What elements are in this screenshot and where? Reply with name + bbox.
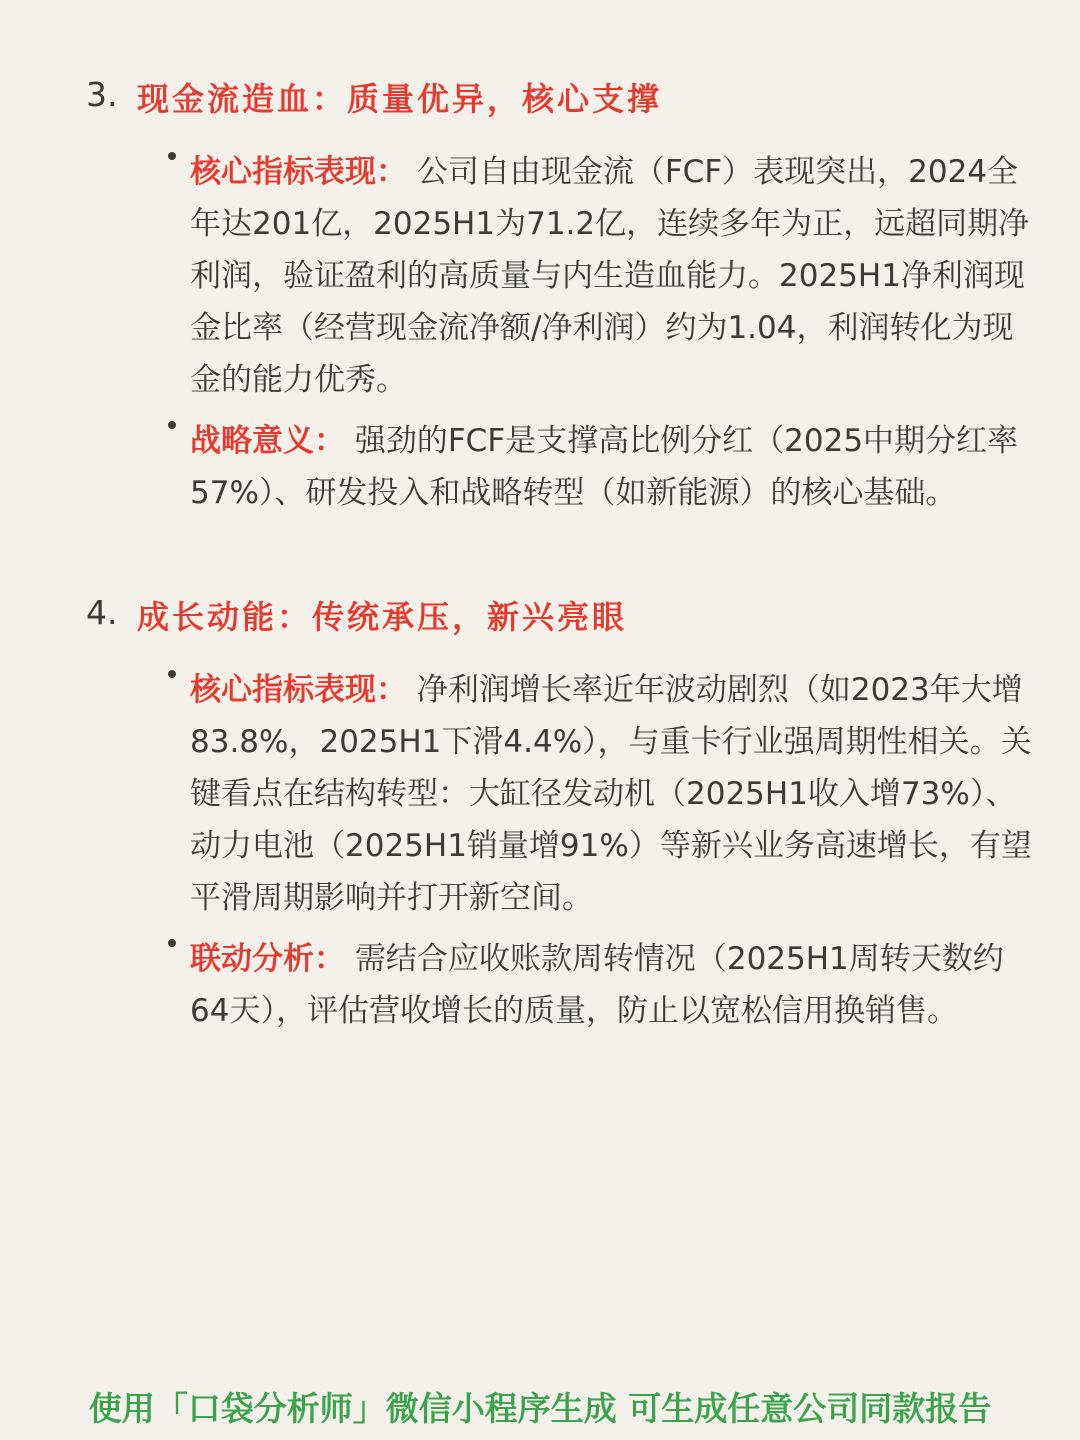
bullet-dot-icon <box>168 939 176 947</box>
bullet-label: 核心指标表现： <box>190 672 407 708</box>
bullet-label: 联动分析： <box>190 941 345 977</box>
bullet-dot-icon <box>168 670 176 678</box>
bullet-label: 战略意义： <box>190 423 345 459</box>
list-item <box>190 415 1035 519</box>
bullet-label: 核心指标表现： <box>190 154 407 190</box>
bullet-dot-icon <box>168 421 176 429</box>
bullet-text: 需结合应收账款周转情况（2025H1周转天数约64天），评估营收增长的质量，防止以宽松信用换销售。 <box>190 941 1004 1029</box>
list-item <box>190 146 1035 406</box>
bullet-dot-icon <box>168 152 176 160</box>
bullet-text: 净利润增长率近年波动剧烈（如2023年大增83.8%，2025H1下滑4.4%），与重卡行业强周期性相关。关键看点在结构转型：大缸径发动机（2025H1收入增73%）、动力电池（2025H1销量增91%）等新兴业务高速增长，有望平滑周期影响并打开新空间。 <box>190 672 1032 916</box>
section-number: 3. <box>86 75 118 114</box>
bullet-text: 公司自由现金流（FCF）表现突出，2024全年达201亿，2025H1为71.2亿，连续多年为正，远超同期净利润，验证盈利的高质量与内生造血能力。2025H1净利润现金比率（经营现金流净额/净利润）约为1.04，利润转化为现金的能力优秀。 <box>190 154 1030 398</box>
section-title: 现金流造血：质量优异，核心支撑 <box>137 80 663 118</box>
section-title: 成长动能：传统承压，新兴亮眼 <box>137 598 628 636</box>
footer-promo: 使用「口袋分析师」微信小程序生成 可生成任意公司同款报告 <box>88 1389 992 1428</box>
section-number: 4. <box>86 593 118 632</box>
bullet-text: 强劲的FCF是支撑高比例分红（2025中期分红率57%）、研发投入和战略转型（如新能源）的核心基础。 <box>190 423 1019 511</box>
list-item <box>190 933 1035 1037</box>
list-item <box>190 664 1035 924</box>
